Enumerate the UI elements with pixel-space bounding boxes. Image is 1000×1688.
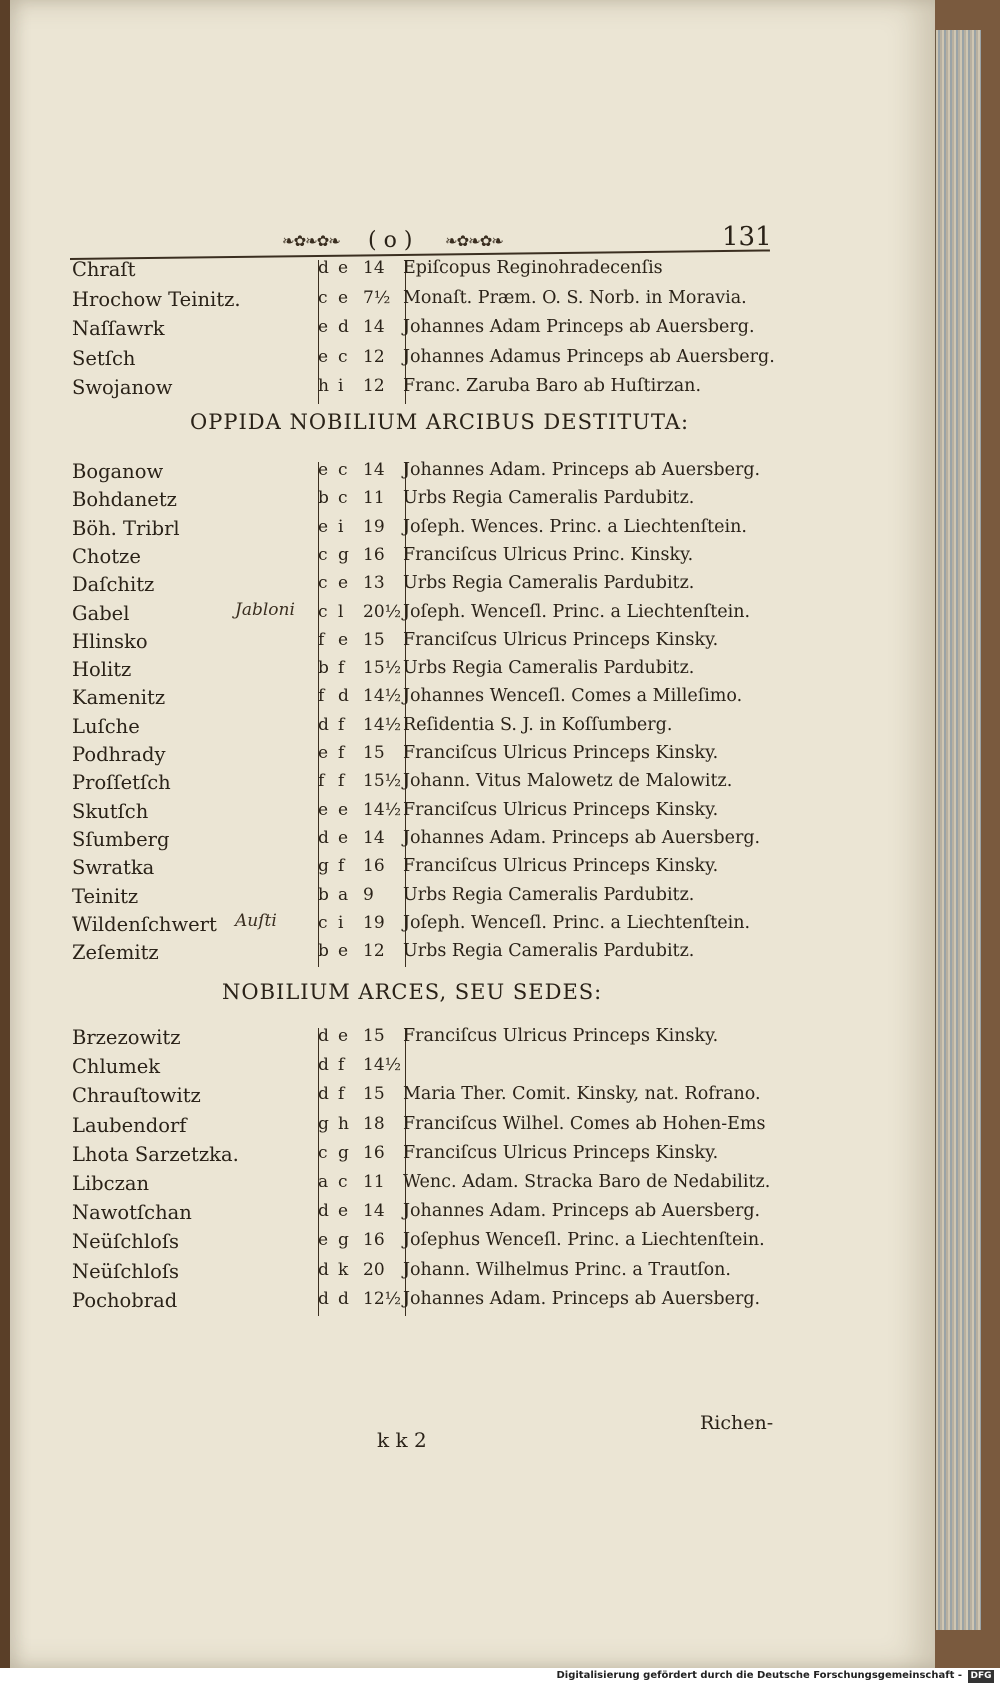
distance-miles: 15: [363, 629, 385, 650]
place-name: Hlinsko: [72, 629, 148, 653]
map-grid-ref: [318, 488, 360, 508]
place-name: Hrochow Teinitz.: [72, 287, 241, 311]
table-row: [70, 1230, 770, 1260]
distance-miles: 13: [363, 573, 385, 594]
map-grid-ref: [318, 1201, 360, 1221]
grid-col: g: [318, 856, 329, 877]
owner-name: Urbs Regia Cameralis Pardubitz.: [403, 884, 695, 905]
footer-credit: Digitalisierung gefördert durch die Deutsche Forschungsgemeinschaft -: [556, 1670, 962, 1681]
map-grid-ref: [318, 630, 360, 650]
distance-miles: 14: [363, 258, 385, 278]
grid-col: c: [318, 287, 328, 308]
place-name: Swojanow: [72, 376, 173, 399]
grid-row: f: [338, 1055, 345, 1076]
table-row: [70, 885, 770, 915]
owner-name: Joſeph. Wences. Princ. a Liechtenſtein.: [403, 516, 747, 537]
table-row: [70, 288, 770, 318]
owner-name: Joſephus Wenceſl. Princ. a Liechtenſtein.: [403, 1230, 765, 1251]
owner-name: Joſeph. Wenceſl. Princ. a Liechtenſtein.: [403, 601, 751, 622]
grid-row: g: [338, 1142, 349, 1163]
grid-col: f: [318, 771, 325, 792]
grid-row: f: [338, 771, 345, 792]
distance-miles: 14: [363, 827, 385, 848]
place-name: Wildenſchwert: [72, 912, 217, 936]
table-row: [70, 376, 770, 406]
owner-name: Franciſcus Ulricus Princeps Kinsky.: [403, 743, 719, 763]
handwritten-note: Jabloni: [235, 599, 295, 620]
map-grid-ref: [318, 856, 360, 876]
place-name: Bohdanetz: [72, 488, 177, 512]
dfg-logo: DFG: [968, 1670, 994, 1683]
owner-name: Johannes Adam. Princeps ab Auersberg.: [403, 1288, 761, 1309]
map-grid-ref: [318, 1260, 360, 1280]
grid-row: e: [338, 573, 349, 594]
place-name: Setſch: [72, 346, 136, 370]
table-row: [70, 460, 770, 490]
grid-row: e: [338, 1026, 349, 1046]
owner-name: Urbs Regia Cameralis Pardubitz.: [403, 941, 695, 962]
place-name: Lhota Sarzetzka.: [72, 1142, 239, 1166]
map-grid-ref: [318, 602, 360, 622]
grid-col: e: [318, 743, 329, 763]
grid-col: d: [318, 258, 329, 278]
map-grid-ref: [318, 347, 360, 367]
place-name: Holitz: [72, 658, 132, 682]
owner-name: Johannes Adam Princeps ab Auersberg.: [403, 317, 755, 337]
owner-name: Franc. Zaruba Baro ab Huſtirzan.: [403, 376, 702, 396]
table-row: [70, 658, 770, 688]
distance-miles: 19: [363, 516, 385, 537]
owner-name: Reſidentia S. J. in Koſſumberg.: [403, 714, 673, 735]
map-grid-ref: [318, 1084, 360, 1104]
page-edges: [935, 30, 981, 1630]
place-name: Chotze: [72, 544, 141, 568]
owner-name: Maria Ther. Comit. Kinsky, nat. Rofrano.: [403, 1084, 761, 1105]
place-name: Naſſawrk: [72, 317, 165, 340]
distance-miles: 12½: [363, 1288, 402, 1309]
table-row: [70, 1055, 770, 1085]
distance-miles: 12: [363, 376, 385, 396]
map-grid-ref: [318, 1143, 360, 1163]
place-name: Chrauſtowitz: [72, 1084, 201, 1108]
place-name: Libczan: [72, 1172, 150, 1195]
grid-row: f: [338, 743, 345, 763]
grid-row: f: [338, 658, 345, 679]
section-title: OPPIDA NOBILIUM ARCIBUS DESTITUTA:: [190, 410, 690, 434]
map-grid-ref: [318, 800, 360, 820]
distance-miles: 16: [363, 856, 385, 877]
grid-row: e: [338, 629, 349, 650]
distance-miles: 11: [363, 488, 385, 509]
grid-col: c: [318, 601, 328, 622]
owner-name: Franciſcus Wilhel. Comes ab Hohen-Ems: [403, 1113, 766, 1134]
place-name: Neüſchloſs: [72, 1259, 180, 1283]
owner-name: Joſeph. Wenceſl. Princ. a Liechtenſtein.: [403, 912, 751, 933]
catchword: Richen-: [700, 1412, 774, 1434]
grid-row: g: [338, 544, 349, 565]
grid-row: i: [338, 376, 344, 396]
distance-miles: 11: [363, 1172, 385, 1192]
grid-row: e: [338, 287, 349, 308]
grid-col: d: [318, 1084, 329, 1105]
map-grid-ref: [318, 1026, 360, 1046]
owner-name: Monaſt. Præm. O. S. Norb. in Moravia.: [403, 287, 747, 308]
page-number: 131: [722, 222, 772, 252]
grid-col: e: [318, 460, 329, 480]
grid-col: b: [318, 658, 329, 679]
map-grid-ref: [318, 1289, 360, 1309]
distance-miles: 20½: [363, 601, 402, 622]
map-grid-ref: [318, 1172, 360, 1192]
table-row: [70, 715, 770, 745]
map-grid-ref: [318, 1055, 360, 1075]
table-row: [70, 771, 770, 801]
map-grid-ref: [318, 658, 360, 678]
map-grid-ref: [318, 771, 360, 791]
map-grid-ref: [318, 913, 360, 933]
place-name: Luſche: [72, 714, 140, 738]
table-row: [70, 317, 770, 347]
table-row: [70, 573, 770, 603]
distance-miles: 15: [363, 1026, 385, 1046]
grid-col: e: [318, 1230, 329, 1251]
distance-miles: 14: [363, 317, 385, 337]
distance-miles: 19: [363, 912, 385, 933]
map-grid-ref: [318, 941, 360, 961]
ornament-left-icon: ❧✿❧✿❧: [282, 232, 340, 250]
distance-miles: 12: [363, 941, 385, 962]
owner-name: Franciſcus Ulricus Princeps Kinsky.: [403, 856, 719, 877]
table-row: [70, 1143, 770, 1173]
grid-col: b: [318, 884, 329, 905]
map-grid-ref: [318, 258, 360, 278]
owner-name: Urbs Regia Cameralis Pardubitz.: [403, 658, 695, 679]
grid-row: d: [338, 686, 349, 707]
owner-name: Johannes Adamus Princeps ab Auersberg.: [403, 346, 775, 367]
distance-miles: 15: [363, 1084, 385, 1105]
distance-miles: 14: [363, 1201, 385, 1222]
table-row: [70, 258, 770, 288]
distance-miles: 14½: [363, 714, 402, 735]
place-name: Teinitz: [72, 884, 139, 908]
distance-miles: 16: [363, 1142, 385, 1163]
owner-name: Johannes Adam. Princeps ab Auersberg.: [403, 460, 761, 480]
grid-col: d: [318, 1259, 329, 1280]
grid-col: e: [318, 317, 329, 337]
map-grid-ref: [318, 1230, 360, 1250]
distance-miles: 9: [363, 884, 374, 905]
map-grid-ref: [318, 317, 360, 337]
map-grid-ref: [318, 715, 360, 735]
table-row: [70, 1084, 770, 1114]
grid-row: f: [338, 714, 345, 735]
grid-col: e: [318, 799, 329, 820]
map-grid-ref: [318, 460, 360, 480]
map-grid-ref: [318, 288, 360, 308]
table-row: [70, 1114, 770, 1144]
grid-row: f: [338, 1084, 345, 1105]
map-grid-ref: [318, 885, 360, 905]
place-name: Laubendorf: [72, 1113, 187, 1137]
owner-name: Urbs Regia Cameralis Pardubitz.: [403, 488, 695, 509]
map-grid-ref: [318, 743, 360, 763]
owner-name: Johannes Adam. Princeps ab Auersberg.: [403, 827, 761, 848]
owner-name: Wenc. Adam. Stracka Baro de Nedabilitz.: [403, 1172, 771, 1192]
grid-row: e: [338, 1201, 349, 1222]
place-name: Zeſemitz: [72, 941, 159, 965]
map-grid-ref: [318, 828, 360, 848]
map-grid-ref: [318, 573, 360, 593]
grid-col: d: [318, 1026, 329, 1046]
grid-col: b: [318, 941, 329, 962]
owner-name: Franciſcus Ulricus Princeps Kinsky.: [403, 629, 719, 650]
grid-row: k: [338, 1259, 349, 1280]
signature-mark: k k 2: [377, 1428, 427, 1452]
table-row: [70, 743, 770, 773]
table-row: [70, 1289, 770, 1319]
table-row: [70, 599, 770, 632]
grid-col: f: [318, 686, 325, 707]
place-name: Pochobrad: [72, 1288, 178, 1312]
grid-col: h: [318, 376, 329, 396]
grid-col: c: [318, 1142, 328, 1163]
place-name: Proſſetſch: [72, 771, 171, 795]
place-name: Nawotſchan: [72, 1201, 192, 1225]
distance-miles: 14: [363, 460, 385, 480]
grid-row: e: [338, 799, 349, 820]
table-row: [70, 1260, 770, 1290]
table-row: [70, 488, 770, 518]
place-name: Böh. Tribrl: [72, 516, 180, 540]
place-name: Sſumberg: [72, 827, 170, 851]
map-grid-ref: [318, 545, 360, 565]
owner-name: Franciſcus Ulricus Princeps Kinsky.: [403, 1142, 719, 1163]
place-name: Gabel: [72, 601, 130, 625]
map-grid-ref: [318, 517, 360, 537]
map-grid-ref: [318, 686, 360, 706]
grid-row: c: [338, 1172, 348, 1192]
grid-col: c: [318, 912, 328, 933]
ornament-right-icon: ❧✿❧✿❧: [445, 232, 503, 250]
table-row: [70, 1201, 770, 1231]
grid-row: l: [338, 601, 344, 622]
place-name: Skutſch: [72, 799, 149, 823]
distance-miles: 7½: [363, 287, 391, 308]
distance-miles: 15½: [363, 658, 402, 679]
grid-col: c: [318, 544, 328, 565]
map-grid-ref: [318, 376, 360, 396]
table-row: [70, 686, 770, 716]
grid-row: c: [338, 346, 348, 367]
section-title: NOBILIUM ARCES, SEU SEDES:: [222, 980, 603, 1004]
grid-col: a: [318, 1172, 329, 1192]
grid-row: f: [338, 856, 345, 877]
grid-row: d: [338, 1288, 349, 1309]
grid-col: g: [318, 1113, 329, 1134]
grid-col: d: [318, 714, 329, 735]
grid-row: d: [338, 317, 349, 337]
place-name: Swratka: [72, 856, 155, 880]
place-name: Daſchitz: [72, 573, 155, 597]
place-name: Kamenitz: [72, 686, 166, 710]
grid-row: i: [338, 516, 344, 537]
distance-miles: 15½: [363, 771, 402, 792]
grid-row: e: [338, 827, 349, 848]
table-row: [70, 910, 770, 943]
grid-col: e: [318, 516, 329, 537]
owner-name: Johannes Wenceſl. Comes a Milleſimo.: [403, 686, 743, 707]
place-name: Chraſt: [72, 258, 136, 281]
owner-name: Epiſcopus Reginohradecenſis: [403, 258, 663, 278]
handwritten-note: Auſti: [235, 910, 277, 931]
owner-name: Johann. Vitus Malowetz de Malowitz.: [403, 771, 733, 792]
distance-miles: 12: [363, 346, 385, 367]
grid-row: a: [338, 884, 349, 905]
table-row: [70, 545, 770, 575]
owner-name: Johann. Wilhelmus Princ. a Trautſon.: [403, 1259, 731, 1280]
table-row: [70, 517, 770, 547]
map-grid-ref: [318, 1114, 360, 1134]
owner-name: Franciſcus Ulricus Princeps Kinsky.: [403, 799, 719, 820]
place-name: Podhrady: [72, 743, 166, 766]
grid-col: d: [318, 1055, 329, 1076]
owner-name: Franciſcus Ulricus Princeps Kinsky.: [403, 1026, 719, 1046]
grid-row: c: [338, 460, 348, 480]
table-row: [70, 1026, 770, 1056]
owner-name: Urbs Regia Cameralis Pardubitz.: [403, 573, 695, 594]
grid-row: h: [338, 1113, 349, 1134]
owner-name: Johannes Adam. Princeps ab Auersberg.: [403, 1201, 761, 1222]
distance-miles: 15: [363, 743, 385, 763]
table-row: [70, 630, 770, 660]
grid-col: b: [318, 488, 329, 509]
distance-miles: 14½: [363, 799, 402, 820]
distance-miles: 16: [363, 544, 385, 565]
grid-col: d: [318, 1288, 329, 1309]
grid-row: i: [338, 912, 344, 933]
table-row: [70, 346, 775, 377]
table-row: [70, 941, 770, 971]
distance-miles: 14½: [363, 686, 402, 707]
grid-col: d: [318, 827, 329, 848]
table-row: [70, 1172, 770, 1202]
table-row: [70, 828, 770, 858]
distance-miles: 18: [363, 1113, 385, 1134]
owner-name: Franciſcus Ulricus Princ. Kinsky.: [403, 544, 694, 565]
grid-row: e: [338, 258, 349, 278]
distance-miles: 16: [363, 1230, 385, 1251]
grid-col: f: [318, 629, 325, 650]
place-name: Brzezowitz: [72, 1026, 181, 1049]
distance-miles: 20: [363, 1259, 385, 1280]
grid-col: c: [318, 573, 328, 594]
distance-miles: 14½: [363, 1055, 402, 1076]
place-name: Chlumek: [72, 1055, 161, 1079]
grid-row: c: [338, 488, 348, 509]
grid-col: e: [318, 346, 329, 367]
place-name: Neüſchloſs: [72, 1230, 180, 1254]
header-mark: ( o ): [368, 228, 413, 253]
grid-row: e: [338, 941, 349, 962]
table-row: [70, 856, 770, 886]
grid-row: g: [338, 1230, 349, 1251]
place-name: Boganow: [72, 460, 164, 483]
grid-col: d: [318, 1201, 329, 1222]
table-row: [70, 800, 770, 830]
